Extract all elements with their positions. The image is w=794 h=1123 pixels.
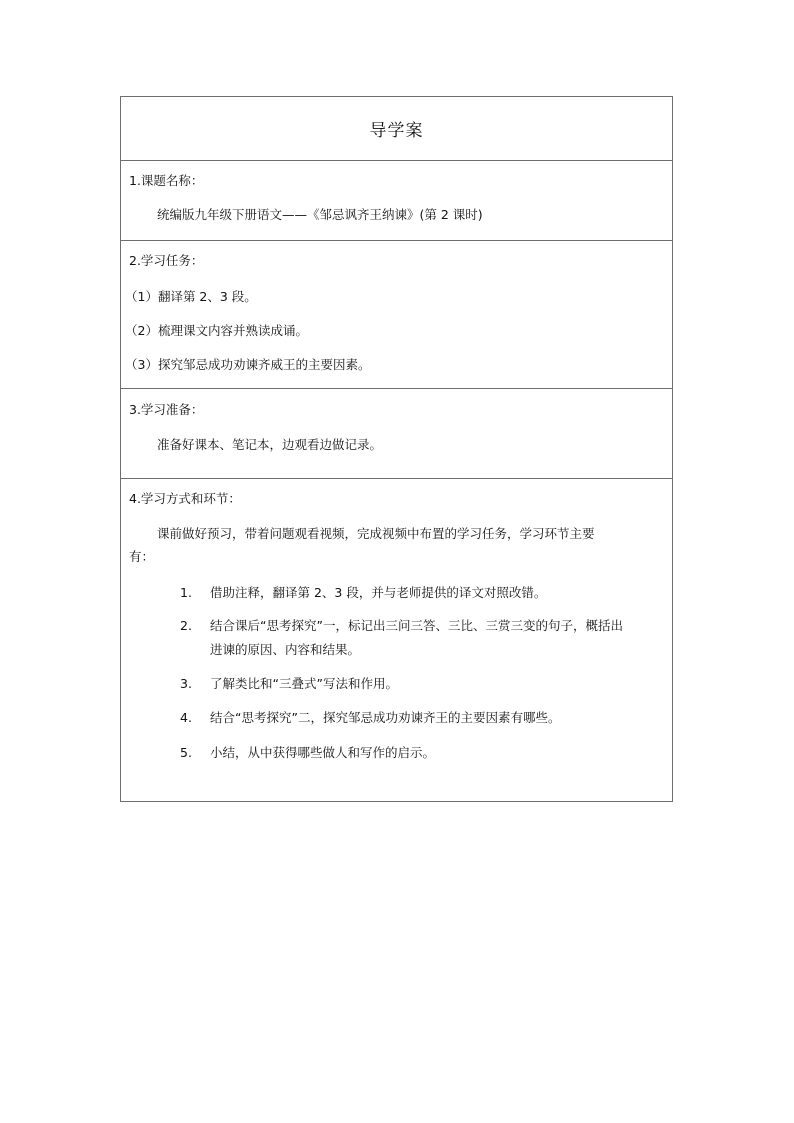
step-text-continued: 进谏的原因、内容和结果。 <box>210 642 361 657</box>
step-text: 了解类比和“三叠式”写法和作用。 <box>210 676 398 691</box>
section-methods-heading: 4.学习方式和环节： <box>129 491 241 506</box>
section-preparation-content: 准备好课本、笔记本，边观看边做记录。 <box>157 437 383 452</box>
section-topic-heading: 1.课题名称： <box>129 173 204 188</box>
step-number: 1. <box>180 585 192 600</box>
section-tasks <box>121 240 672 388</box>
step-number: 4. <box>180 710 192 725</box>
step-text: 结合“思考探究”二，探究邹忌成功劝谏齐王的主要因素有哪些。 <box>210 710 561 725</box>
step-text: 借助注释，翻译第 2、3 段，并与老师提供的译文对照改错。 <box>210 585 547 600</box>
step-number: 3. <box>180 676 192 691</box>
step-text: 小结，从中获得哪些做人和写作的启示。 <box>210 745 436 760</box>
step-number: 5. <box>180 745 192 760</box>
section-topic-content: 统编版九年级下册语文——《邹忌讽齐王纳谏》(第 2 课时) <box>157 207 483 222</box>
page-title: 导学案 <box>369 121 424 141</box>
section-preparation <box>121 388 672 478</box>
step-text: 结合课后“思考探究”一，标记出三问三答、三比、三赏三变的句子，概括出 <box>210 618 623 633</box>
task-item: （1）翻译第 2、3 段。 <box>125 289 257 304</box>
methods-intro-line1: 课前做好预习，带着问题观看视频，完成视频中布置的学习任务，学习环节主要 <box>157 526 595 541</box>
section-preparation-heading: 3.学习准备： <box>129 402 204 417</box>
title-row <box>121 97 672 160</box>
task-item: （3）探究邹忌成功劝谏齐威王的主要因素。 <box>125 357 371 372</box>
section-methods <box>121 478 672 801</box>
section-topic <box>121 160 672 240</box>
study-guide-table <box>120 96 673 802</box>
task-item: （2）梳理课文内容并熟读成诵。 <box>125 323 308 338</box>
section-tasks-heading: 2.学习任务： <box>129 253 204 268</box>
step-number: 2. <box>180 618 192 633</box>
methods-intro-line2: 有： <box>129 549 155 564</box>
